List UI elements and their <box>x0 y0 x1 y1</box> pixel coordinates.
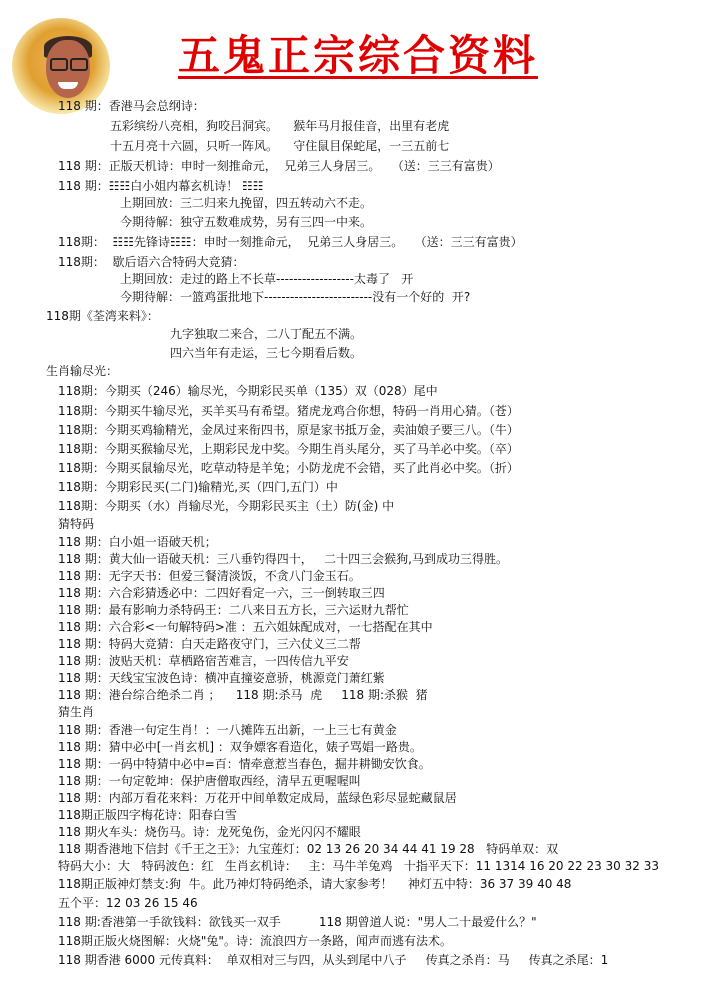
text-line: 118 期：香港马会总纲诗： <box>58 99 205 113</box>
text-line: 118期：今期彩民买(二门)输精光,买（四门,五门）中 <box>58 480 338 494</box>
text-line: 十五月亮十六圆，只听一阵风。 守住鼠目保蛇尾，一三五前七 <box>110 139 450 153</box>
text-line: 118期正版神灯禁支:狗 牛。此乃神灯特码绝杀，请大家参考！ 神灯五中特：36 37 39 40 48 <box>58 877 572 891</box>
text-line: 猜特码 <box>58 517 95 531</box>
text-line: 118 期：特码大竞猜：白天走路夜守门，三六仗义三二帮 <box>58 637 361 651</box>
text-line: 118 期：波贴天机：草栖路宿苦难言，一四传信九平安 <box>58 654 349 668</box>
text-line: 118 期：无字天书：但爱三餐清淡饭，不贪八门金玉石。 <box>58 569 361 583</box>
text-line: 四六当年有走运，三七今期看后数。 <box>170 346 363 360</box>
text-line: 118 期：天线宝宝波色诗：横冲直撞姿意骄，桃源竞门萧红紫 <box>58 671 385 685</box>
text-line: 生肖输尽光： <box>46 364 119 378</box>
text-line: 猜生肖 <box>58 705 95 719</box>
text-line: 118期：今期买猴输尽光，上期彩民龙中奖。今期生肖头尾分，买了马羊必中奖。（卒） <box>58 442 519 456</box>
text-line: 118期： 歇后语六合特码大竞猜： <box>58 255 245 269</box>
text-line: 118期：今期买（水）肖输尽光，今期彩民买主（土）防(金) 中 <box>58 499 395 513</box>
text-line: 今期待解：一篮鸡蛋批地下-------------------------没有一个好的 开? <box>120 290 471 304</box>
page-title: 五鬼正宗综合资料 <box>178 31 539 80</box>
text-line: 118期《荃湾来料》： <box>46 309 159 323</box>
text-line: 118 期：正版天机诗：申时一刻推命元， 兄弟三人身居三。 （送：三三有富贵） <box>58 159 500 173</box>
text-line: 118 期火车头：烧伤马。诗：龙死兔伤，金光闪闪不耀眼 <box>58 825 361 839</box>
text-line: 五个平：12 03 26 15 46 <box>58 896 198 910</box>
portrait-glasses-right <box>70 58 88 71</box>
text-line: 118期：今期买鼠输尽光，吃草动特是羊兔；小防龙虎不会错，买了此肖必中奖。（折） <box>58 461 519 475</box>
text-line: 118期：今期买牛输尽光，买羊买马有希望。猪虎龙鸡合你想，特码一肖用心猜。（苍） <box>58 404 519 418</box>
text-line: 118期：今期买鸡输精光，金凤过来衔四书，原是家书抵万金，卖油娘子要三八。（牛） <box>58 423 519 437</box>
text-line: 118期：今期买（246）输尽光，今期彩民买单（135）双（028）尾中 <box>58 384 438 398</box>
text-line: 118 期：☷☷白小姐内幕玄机诗！ ☷☷ <box>58 179 264 193</box>
text-line: 118 期:香港第一手欲钱料：欲钱买一双手 118 期曾道人说："男人二十最爱什么？" <box>58 915 537 929</box>
text-line: 118 期：最有影响力杀特码王：二八来日五方长，三六运财九帮忙 <box>58 603 409 617</box>
text-line: 118 期：猜中必中[一肖玄机] ：双争嫖客看造化，婊子骂娼一路贵。 <box>58 740 422 754</box>
text-line: 上期回放：三二归来九挽留，四五转动六不走。 <box>120 196 373 210</box>
text-line: 118 期香港 6000 元传真料： 单双相对三与四，从头到尾中八子 传真之杀肖：马 传真之杀尾：1 <box>58 953 609 967</box>
text-line: 五彩缤纷八亮相，狗咬吕洞宾。 猴年马月报佳音，出里有老虎 <box>110 119 450 133</box>
text-line: 九字独取二来合，二八丁配五不满。 <box>170 327 363 341</box>
text-line: 今期待解：独守五数难成势，另有三四一中来。 <box>120 215 373 229</box>
text-line: 118期： ☷☷先锋诗☷☷：申时一刻推命元， 兄弟三人身居三。 （送：三三有富贵） <box>58 235 523 249</box>
text-line: 118 期：港台综合绝杀二肖 ； 118 期:杀马 虎 118 期:杀猴 猪 <box>58 688 428 702</box>
text-line: 118 期：香港一句定生肖！：一八摊阵五出新，一上三七有黄金 <box>58 723 397 737</box>
text-line: 118 期：六合彩猜透必中：二四好看定一六，三一倒转取三四 <box>58 586 385 600</box>
text-line: 118 期：一句定乾坤：保护唐僧取西经，清早五更喔喔叫 <box>58 774 361 788</box>
text-line: 118 期：六合彩<一句解特码>准 ：五六姐妹配成对，一七搭配在其中 <box>58 620 433 634</box>
text-line: 特码大小：大 特码波色：红 生肖玄机诗： 主：马牛羊兔鸡 十指平天下：11 1314 16 20 22 23 30 32 33 <box>58 859 659 873</box>
text-line: 118 期：白小姐一语破天机； <box>58 535 217 549</box>
portrait-glasses-left <box>50 58 68 71</box>
text-line: 118 期香港地下信封《千王之王》：九宝莲灯：02 13 26 20 34 44 41 19 28 特码单双：双 <box>58 842 559 856</box>
text-line: 118期正版四字梅花诗：阳春白雪 <box>58 808 237 822</box>
text-line: 118 期：内部万看花来料：万花开中间单数定成局，蓝绿色彩尽显蛇藏鼠居 <box>58 791 457 805</box>
text-line: 118 期：一码中特猜中必中=百：情牵意惹当春色，掘井耕锄安饮食。 <box>58 757 431 771</box>
text-line: 118 期：黄大仙一语破天机：三八垂钓得四十， 二十四三会猴狗,马到成功三得胜。 <box>58 552 508 566</box>
text-line: 118期正版火烧图解：火烧"兔"。诗：流浪四方一条路，闻声而逃有法术。 <box>58 934 452 948</box>
text-line: 上期回放：走过的路上不长草------------------太毒了 开 <box>120 272 414 286</box>
